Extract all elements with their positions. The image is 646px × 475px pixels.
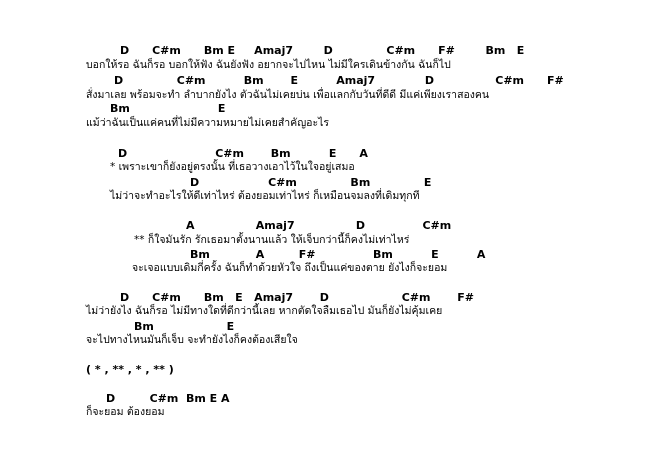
chord-line: A Amaj7 D C#m — [186, 219, 452, 232]
chord-line: Bm E — [134, 320, 235, 333]
lyric-line: ก็จะยอม ต้องยอม — [86, 406, 165, 418]
chord-line: D C#m Bm E A — [106, 392, 230, 405]
repeat-marks: ( * , ** , * , ** ) — [86, 363, 174, 376]
chord-line: D C#m Bm E — [190, 176, 432, 189]
chord-line: D C#m Bm E A — [118, 147, 368, 160]
lyric-line: แม้ว่าฉันเป็นแค่คนที่ไม่มีความหมายไม่เคยสำคัญอะไร — [86, 117, 330, 129]
lyric-line: ไม่ว่าจะทำอะไรให้ดีเท่าไหร่ ต้องยอมเท่าไหร่ ก็เหมือนจมลงที่เดิมทุกที — [110, 190, 420, 202]
chord-line: Bm E — [110, 102, 226, 115]
chord-line: Bm A F# Bm E A — [190, 248, 486, 261]
lyric-line: ไม่ว่ายังไง ฉันก็รอ ไม่มีทางใดที่ดีกว่านี้เลย หากตัดใจลืมเธอไป มันก็ยังไม่คุ้มเคย — [86, 305, 443, 317]
lyric-line: จะเจอแบบเดิมกี่ครั้ง ฉันก็ทำด้วยหัวใจ ถึงเป็นแค่ของตาย ยังไงก็จะยอม — [132, 262, 448, 274]
lyric-line: ** ก็ใจมันรัก รักเธอมาตั้งนานแล้ว ให้เจ็บกว่านี้ก็คงไม่เท่าไหร่ — [134, 234, 410, 246]
chord-line: D C#m Bm E Amaj7 D C#m F# — [114, 74, 564, 87]
lyric-line: * เพราะเขาก็ยังอยู่ตรงนั้น ที่เธอวางเอาไว้ในใจอยู่เสมอ — [110, 161, 355, 173]
chord-line: D C#m Bm E Amaj7 D C#m F# Bm E — [120, 44, 525, 57]
lyric-line: บอกให้รอ ฉันก็รอ บอกให้ฟัง ฉันยังฟัง อยากจะไปไหน ไม่มีใครเดินข้างกัน ฉันก็ไป — [86, 59, 451, 71]
lyric-line: จะไปทางไหนมันก็เจ็บ จะทำยังไงก็คงต้องเสียใจ — [86, 334, 298, 346]
chord-line: D C#m Bm E Amaj7 D C#m F# — [120, 291, 474, 304]
lyric-line: สั่งมาเลย พร้อมจะทำ ลำบากยังไง ตัวฉันไม่เคยบ่น เพื่อแลกกับวันที่ดีดี มีแค่เพียงเราสองคน — [86, 89, 490, 101]
